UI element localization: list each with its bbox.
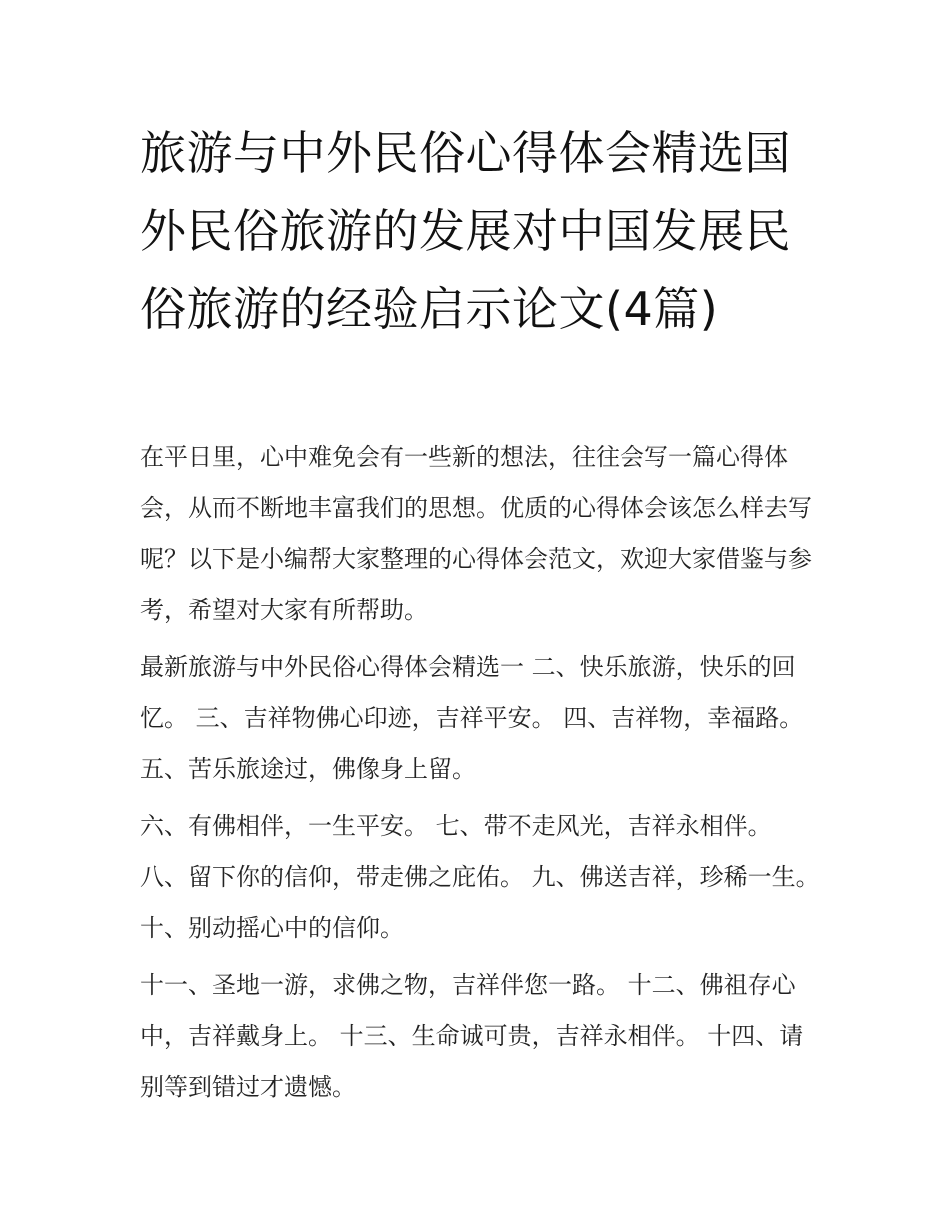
- document-body: [140, 432, 820, 1119]
- document-title: 旅游与中外民俗心得体会精选国外民俗旅游的发展对中国发展民俗旅游的经验启示论文(4篇): [140, 126, 791, 336]
- intro-paragraph: 在平日里，心中难免会有一些新的想法，往往会写一篇心得体会，从而不断地丰富我们的思想。优质的心得体会该怎么样去写呢？以下是小编帮大家整理的心得体会范文，欢迎大家借鉴与参考，希望对大家有所帮助。: [140, 443, 812, 624]
- body-paragraph-3: 十一、圣地一游，求佛之物，吉祥伴您一路。 十二、佛祖存心中，吉祥戴身上。 十三、生命诚可贵，吉祥永相伴。 十四、请别等到错过才遗憾。: [140, 971, 804, 1101]
- body-paragraph-2: 六、有佛相伴，一生平安。 七、带不走风光，吉祥永相伴。 八、留下你的信仰，带走佛之庇佑。 九、佛送吉祥，珍稀一生。 十、别动摇心中的信仰。: [140, 812, 820, 942]
- body-paragraph-1: 最新旅游与中外民俗心得体会精选一 二、快乐旅游，快乐的回忆。 三、吉祥物佛心印迹，吉祥平安。 四、吉祥物，幸福路。 五、苦乐旅途过，佛像身上留。: [140, 653, 804, 783]
